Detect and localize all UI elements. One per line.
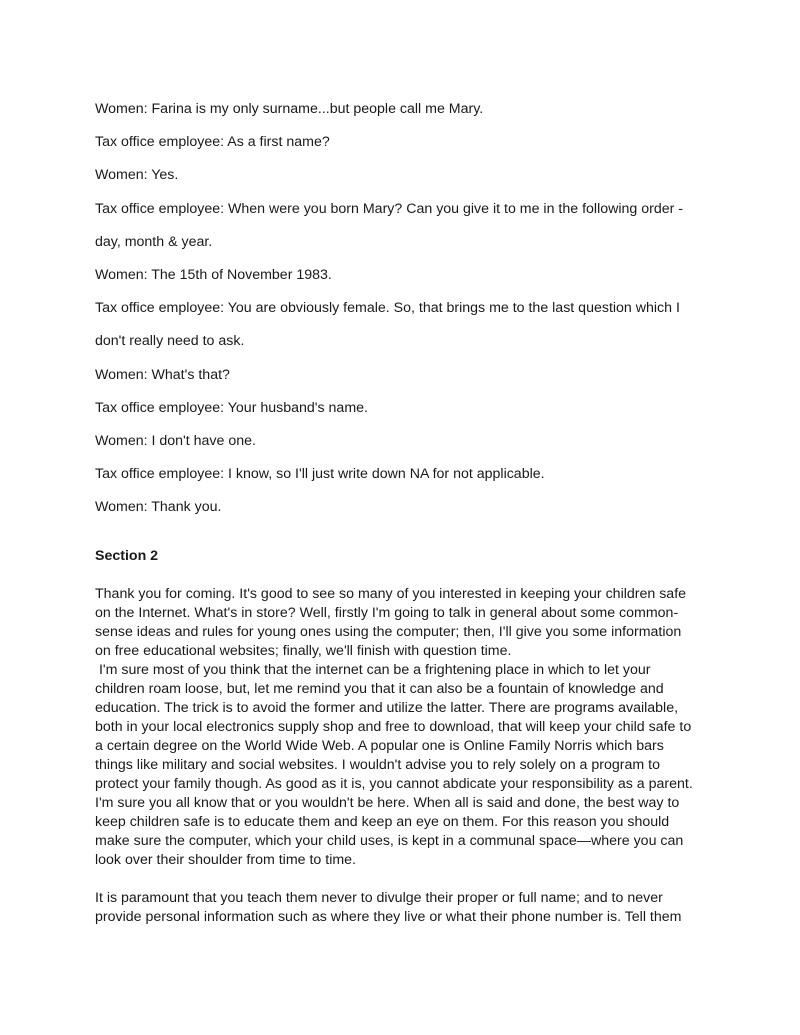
section-body: [95, 585, 705, 927]
dialogue-line: Tax office employee: Your husband's name.: [95, 399, 368, 416]
dialogue-line: Women: The 15th of November 1983.: [95, 267, 332, 284]
paragraph-line: I'm sure most of you think that the internet can be a frightening place in which to let your: [95, 662, 651, 678]
paragraph-line: protect your family though. As good as it is, you cannot abdicate your responsibility as a parent.: [95, 776, 693, 792]
dialogue-line: Tax office employee: I know, so I'll just write down NA for not applicable.: [95, 466, 545, 483]
paragraph-line: I'm sure you all know that or you wouldn't be here. When all is said and done, the best way to: [95, 795, 680, 811]
paragraph-line: sense ideas and rules for young ones using the computer; then, I'll give you some information: [95, 624, 682, 640]
paragraph-line: Thank you for coming. It's good to see so many of you interested in keeping your children safe: [95, 586, 687, 602]
paragraph-line: provide personal information such as where they live or what their phone number is. Tell them: [95, 909, 682, 925]
paragraph-line: keep children safe is to educate them and keep an eye on them. For this reason you should: [95, 814, 670, 830]
dialogue-line: Women: Thank you.: [95, 499, 222, 516]
dialogue-transcript: [95, 93, 715, 525]
dialogue-line: Women: I don't have one.: [95, 433, 256, 450]
paragraph-line: children roam loose, but, let me remind you that it can also be a fountain of knowledge and: [95, 681, 664, 697]
dialogue-line: Tax office employee: As a first name?: [95, 134, 330, 151]
paragraph-line: things like military and social websites. I wouldn't advise you to rely solely on a program to: [95, 757, 660, 773]
dialogue-line: Women: Yes.: [95, 167, 179, 184]
dialogue-line: Women: Farina is my only surname...but people call me Mary.: [95, 101, 484, 117]
dialogue-line: Women: What's that?: [95, 366, 230, 383]
section-heading: Section 2: [95, 548, 159, 564]
paragraph-line: a certain degree on the World Wide Web. A popular one is Online Family Norris which bars: [95, 738, 664, 754]
paragraph-line: It is paramount that you teach them never to divulge their proper or full name; and to never: [95, 890, 663, 906]
dialogue-line: Tax office employee: You are obviously female. So, that brings me to the last question which I: [95, 300, 680, 317]
paragraph: [95, 661, 705, 870]
paragraph: [95, 889, 705, 927]
dialogue-line: day, month & year.: [95, 233, 213, 250]
paragraph-line: both in your local electronics supply shop and free to download, that will keep your child safe to: [95, 719, 692, 735]
dialogue-line: Tax office employee: When were you born Mary? Can you give it to me in the following order -: [95, 200, 684, 217]
paragraph-line: on free educational websites; finally, we'll finish with question time.: [95, 643, 512, 659]
paragraph: [95, 585, 705, 661]
paragraph-line: make sure the computer, which your child uses, is kept in a communal space—where you can: [95, 833, 684, 849]
dialogue-line: don't really need to ask.: [95, 333, 245, 350]
paragraph-line: on the Internet. What's in store? Well, firstly I'm going to talk in general about some common-: [95, 605, 679, 621]
paragraph-line: look over their shoulder from time to time.: [95, 852, 356, 868]
paragraph-line: education. The trick is to avoid the former and utilize the latter. There are programs available,: [95, 700, 679, 716]
